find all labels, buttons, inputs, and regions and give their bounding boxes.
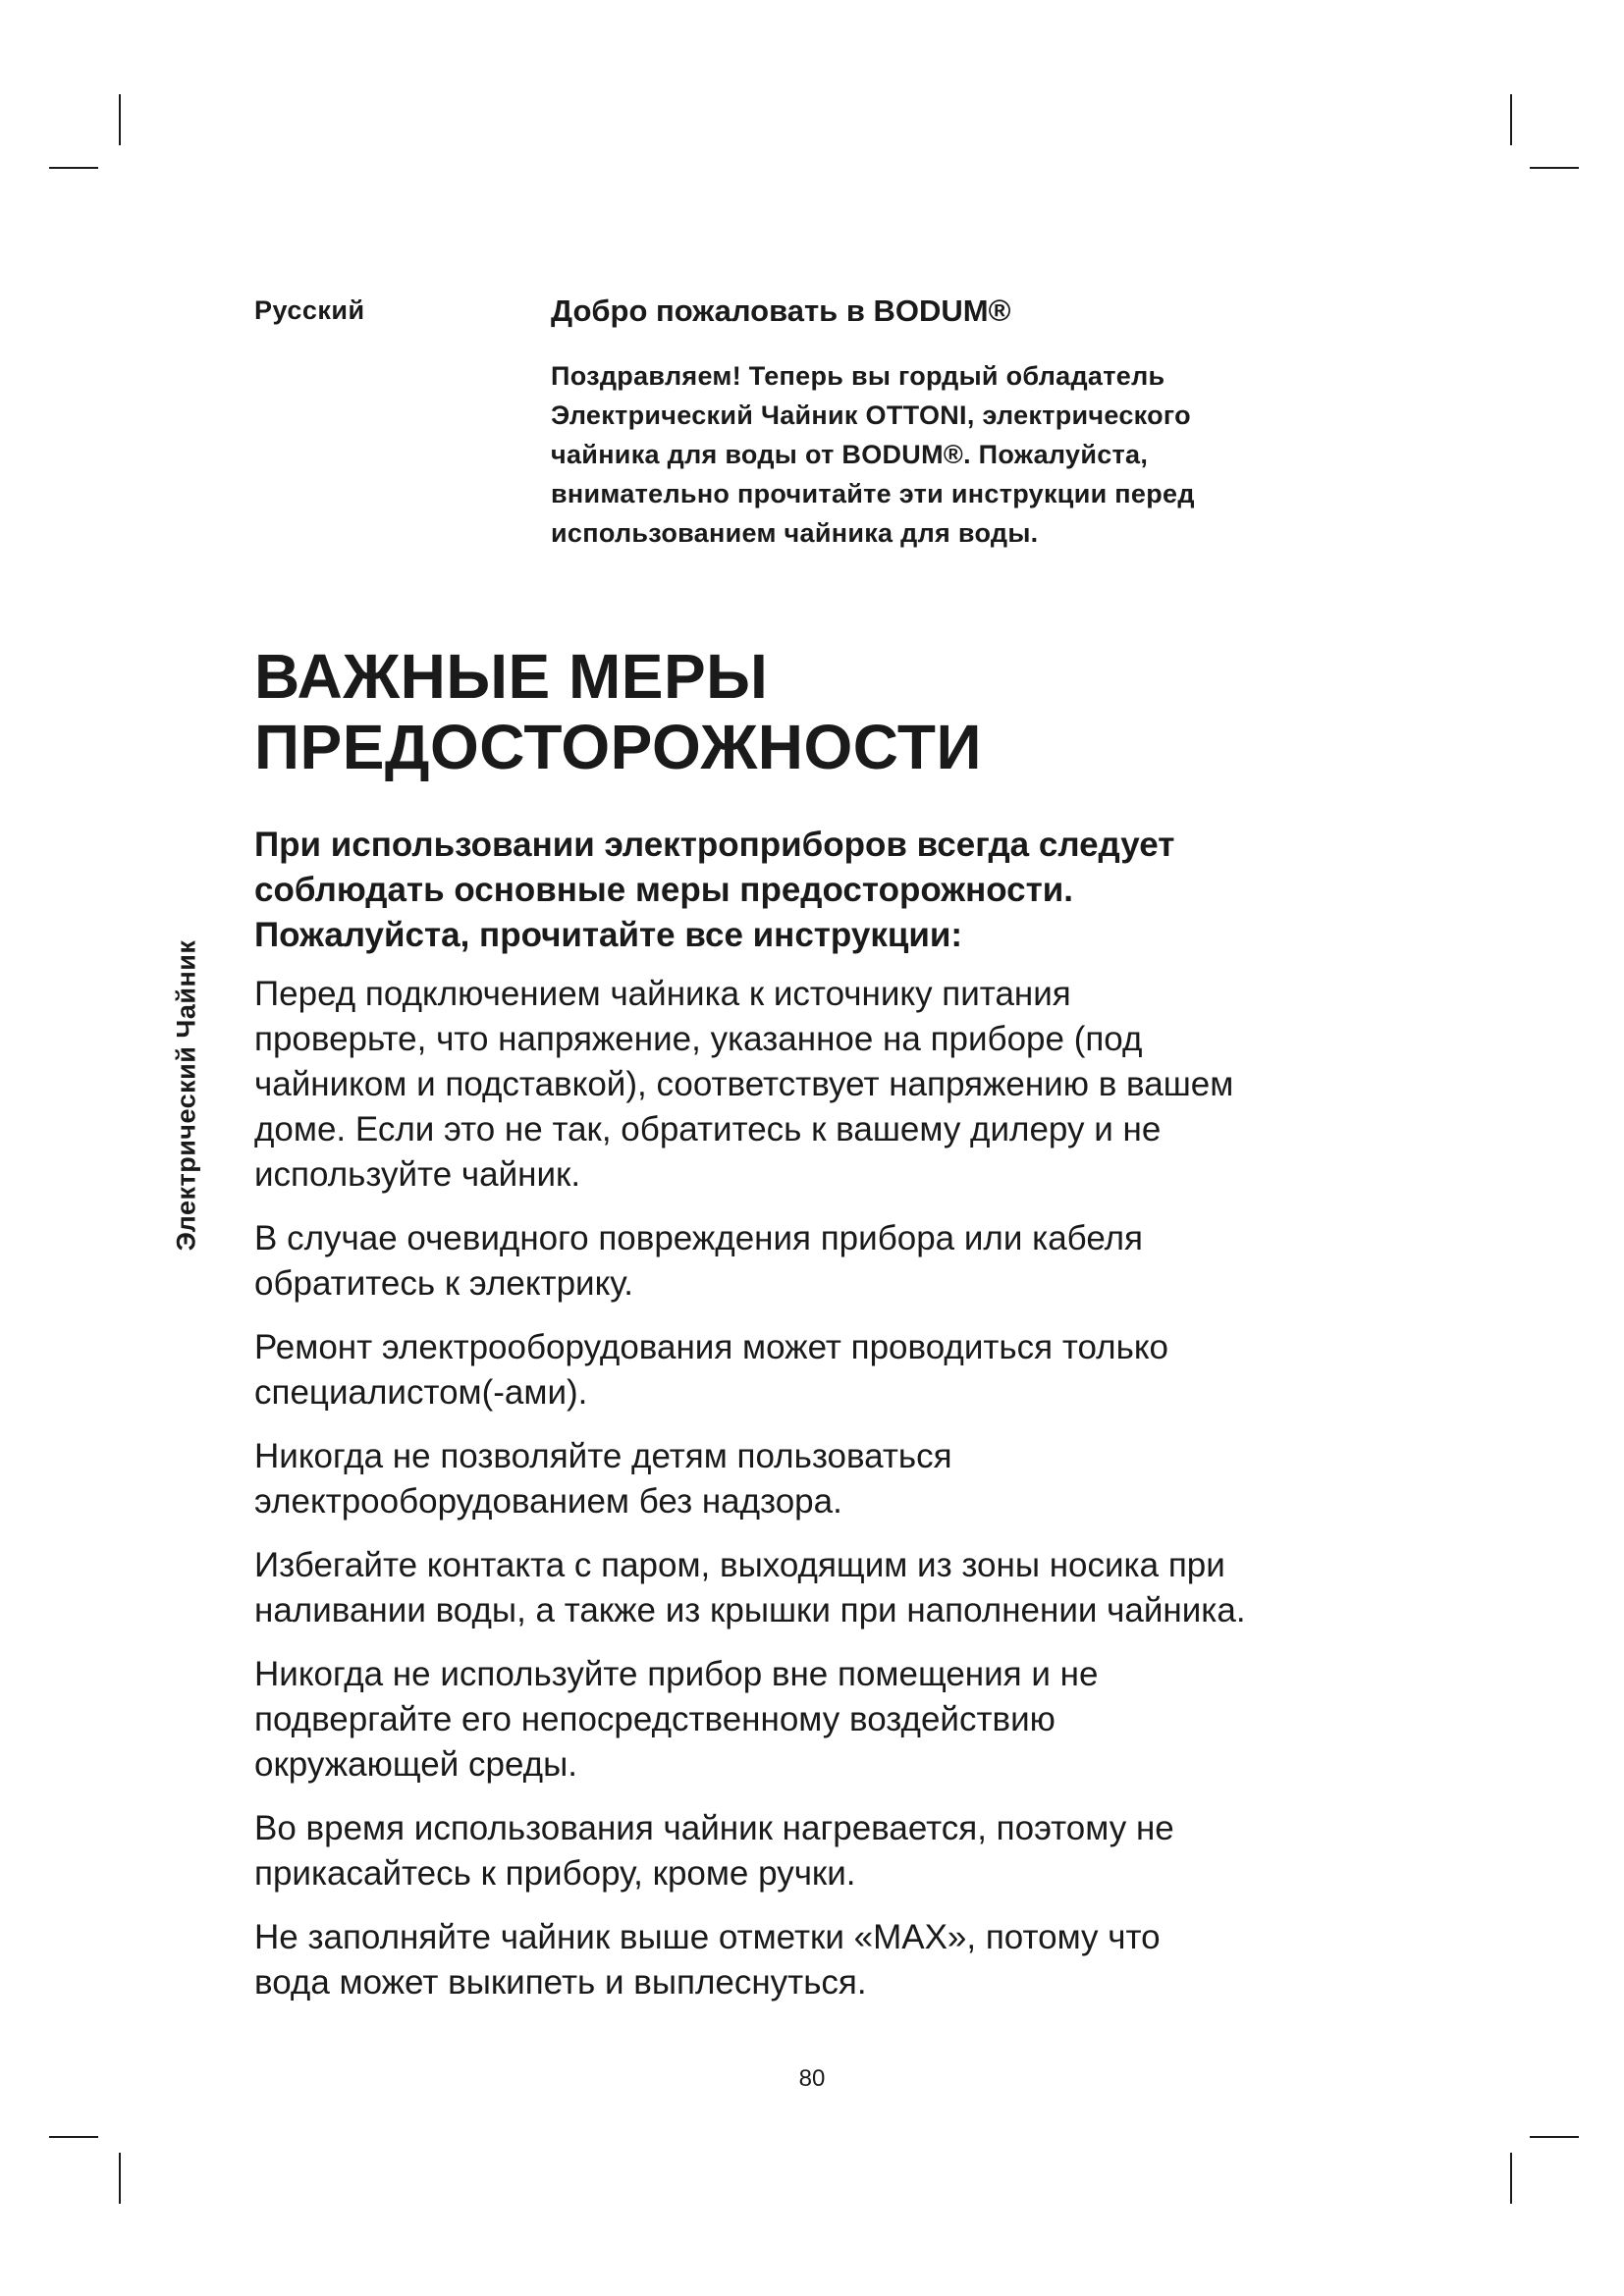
side-section-label: Электрический Чайник xyxy=(171,939,201,1252)
instruction-line: Никогда не используйте прибор вне помещения и не xyxy=(254,1655,1099,1693)
instruction-line: вода может выкипеть и выплеснуться. xyxy=(254,1963,867,2002)
instruction-line: Во время использования чайник нагревается, поэтому не xyxy=(254,1809,1174,1847)
safety-instruction-repair xyxy=(254,1325,1413,1415)
crop-mark-top-left-vertical xyxy=(119,94,121,145)
instruction-line: наливании воды, а также из крышки при наполнении чайника. xyxy=(254,1591,1246,1629)
lead-paragraph xyxy=(254,823,1374,958)
crop-mark-bottom-right-horizontal xyxy=(1530,2136,1579,2138)
instruction-line: В случае очевидного повреждения прибора или кабеля xyxy=(254,1219,1143,1257)
safety-instruction-voltage xyxy=(254,972,1413,1198)
instruction-line: Не заполняйте чайник выше отметки «MAX», потому что xyxy=(254,1918,1161,1956)
welcome-title: Добро пожаловать в BODUM® xyxy=(551,294,1011,328)
instruction-line: Никогда не позволяйте детям пользоваться xyxy=(254,1437,952,1475)
instruction-line: доме. Если это не так, обратитесь к вашему дилеру и не xyxy=(254,1110,1162,1148)
page-title-line: ПРЕДОСТОРОЖНОСТИ xyxy=(254,712,982,782)
safety-instruction-steam xyxy=(254,1543,1413,1633)
instruction-line: используйте чайник. xyxy=(254,1155,581,1194)
welcome-line: использованием чайника для воды. xyxy=(551,518,1039,548)
welcome-line: чайника для воды от BODUM®. Пожалуйста, xyxy=(551,440,1149,469)
instruction-line: подвергайте его непосредственному воздействию xyxy=(254,1700,1056,1738)
crop-mark-bottom-left-vertical xyxy=(119,2153,121,2204)
instruction-line: прикасайтесь к прибору, кроме ручки. xyxy=(254,1854,856,1893)
crop-mark-top-right-vertical xyxy=(1510,94,1512,145)
welcome-line: внимательно прочитайте эти инструкции перед xyxy=(551,479,1195,508)
safety-instruction-max-fill xyxy=(254,1915,1413,2005)
crop-mark-bottom-right-vertical xyxy=(1510,2153,1512,2204)
crop-mark-top-right-horizontal xyxy=(1530,167,1579,169)
language-label: Русский xyxy=(254,295,365,325)
welcome-line: Электрический Чайник OTTONI, электрического xyxy=(551,400,1191,430)
lead-line: При использовании электроприборов всегда следует xyxy=(254,826,1175,864)
crop-mark-bottom-left-horizontal xyxy=(49,2136,98,2138)
instruction-line: Избегайте контакта с паром, выходящим из зоны носика при xyxy=(254,1546,1225,1584)
lead-line: соблюдать основные меры предосторожности. xyxy=(254,871,1073,909)
instruction-line: специалистом(-ами). xyxy=(254,1373,588,1412)
welcome-line: Поздравляем! Теперь вы гордый обладатель xyxy=(551,361,1165,391)
safety-instruction-children xyxy=(254,1434,1413,1524)
instruction-line: электрооборудованием без надзора. xyxy=(254,1482,842,1521)
safety-instruction-damage xyxy=(254,1216,1413,1307)
safety-instructions-list xyxy=(254,972,1413,2024)
page-title xyxy=(254,641,1334,782)
instruction-line: окружающей среды. xyxy=(254,1745,577,1784)
lead-line: Пожалуйста, прочитайте все инструкции: xyxy=(254,916,963,954)
instruction-line: чайником и подставкой), соответствует напряжению в вашем xyxy=(254,1065,1234,1103)
welcome-text xyxy=(551,356,1297,553)
page-title-line: ВАЖНЫЕ МЕРЫ xyxy=(254,641,769,712)
instruction-line: проверьте, что напряжение, указанное на приборе (под xyxy=(254,1020,1143,1058)
safety-instruction-hot-surface xyxy=(254,1806,1413,1896)
instruction-line: Ремонт электрооборудования может проводиться только xyxy=(254,1328,1168,1366)
crop-mark-top-left-horizontal xyxy=(49,167,98,169)
instruction-line: обратитесь к электрику. xyxy=(254,1264,634,1303)
safety-instruction-outdoor xyxy=(254,1652,1413,1788)
page-number: 80 xyxy=(798,2065,826,2092)
instruction-line: Перед подключением чайника к источнику питания xyxy=(254,975,1071,1013)
